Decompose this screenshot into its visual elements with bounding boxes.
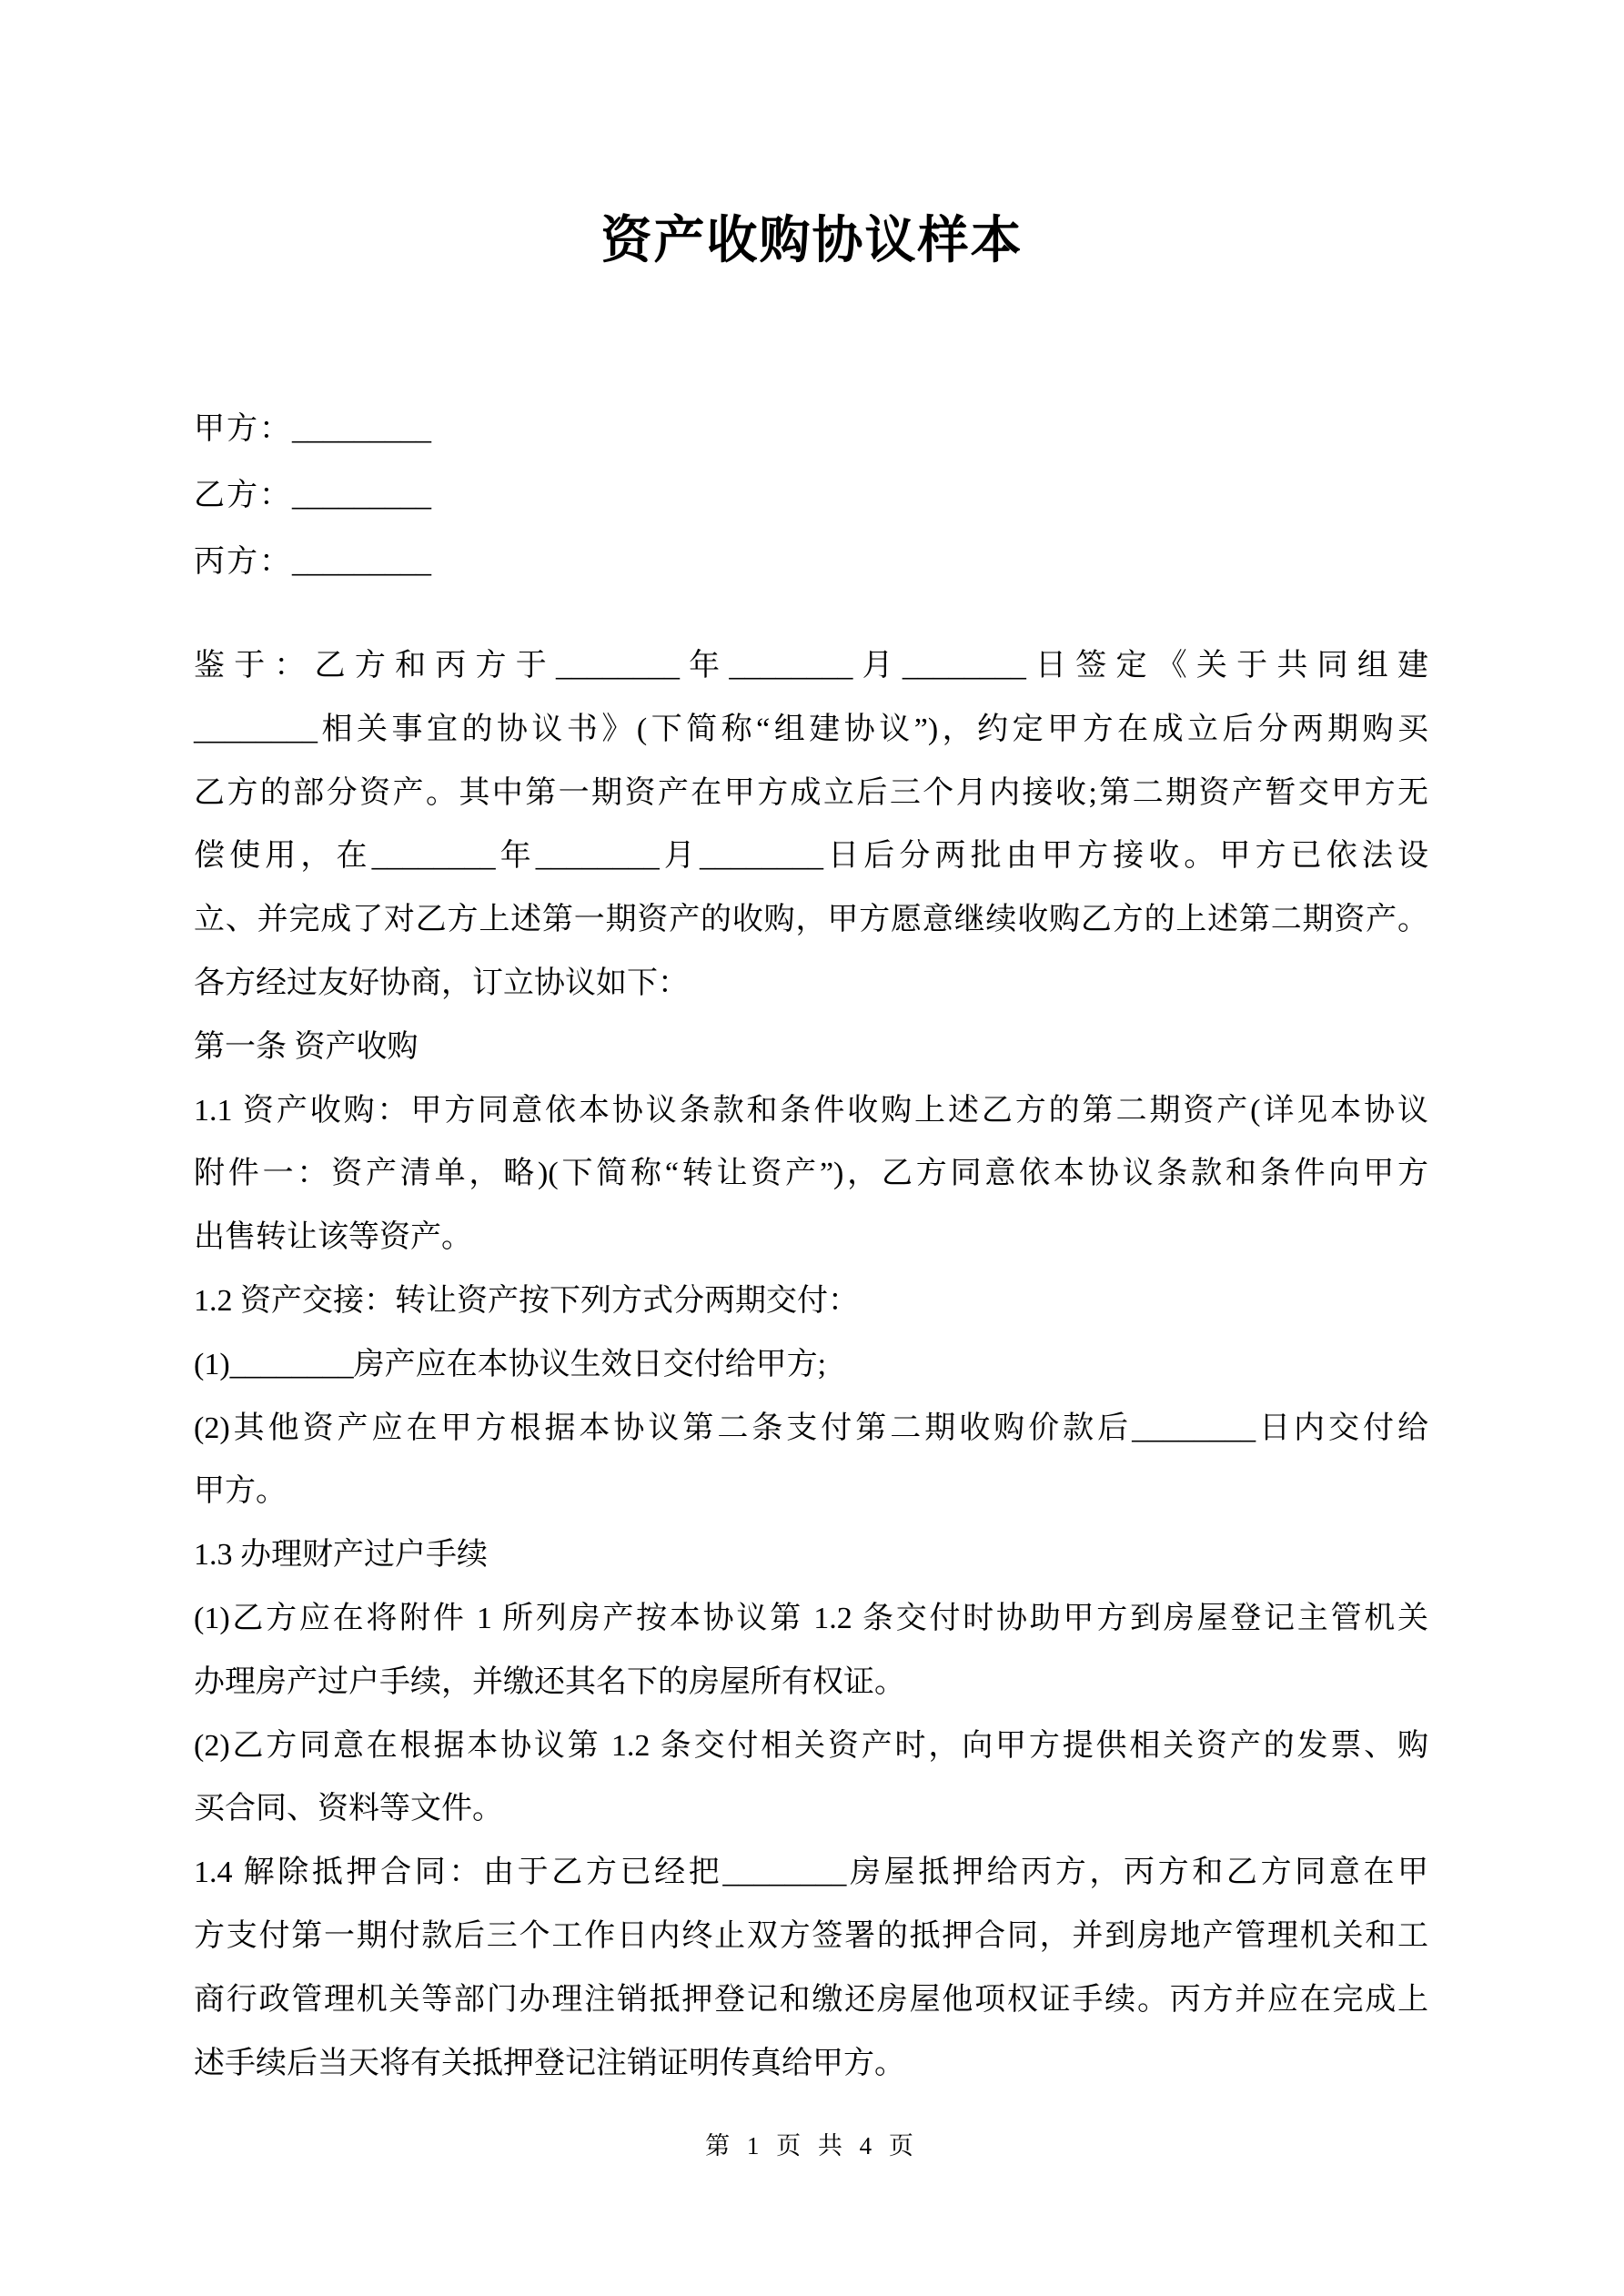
- body-line: 甲方。: [194, 1474, 287, 1509]
- body-line: (1)________房产应在本协议生效日交付给甲方;: [194, 1347, 827, 1381]
- party-blank-line: _________: [292, 412, 431, 446]
- body-line: 偿使用，在________年________月________日后分两批由甲方接收。甲方已依法设: [194, 839, 1428, 874]
- page-number: 第 1 页 共 4 页: [705, 2132, 919, 2159]
- party-label: 甲方：: [194, 412, 292, 446]
- party-row: [194, 396, 1428, 462]
- body-line: 1.3 办理财产过户手续: [194, 1538, 488, 1573]
- party-row: [194, 529, 1428, 595]
- body-line: 1.1 资产收购：甲方同意依本协议条款和条件收购上述乙方的第二期资产(详见本协议: [194, 1093, 1428, 1128]
- body-line: 出售转让该等资产。: [194, 1220, 472, 1255]
- body-line: 买合同、资料等文件。: [194, 1792, 503, 1826]
- body-line: 附件一：资产清单，略)(下简称“转让资产”)，乙方同意依本协议条款和条件向甲方: [194, 1157, 1428, 1191]
- page-footer: [0, 2128, 1624, 2164]
- body-line: (2)其他资产应在甲方根据本协议第二条支付第二期收购价款后________日内交付给: [194, 1411, 1428, 1445]
- body-line: 立、并完成了对乙方上述第一期资产的收购，甲方愿意继续收购乙方的上述第二期资产。: [194, 903, 1428, 937]
- contract-body: [194, 634, 1428, 2095]
- body-line: ________相关事宜的协议书》(下简称“组建协议”)，约定甲方在成立后分两期购买: [194, 712, 1428, 746]
- party-row: [194, 462, 1428, 529]
- body-line: 办理房产过户手续，并缴还其名下的房屋所有权证。: [194, 1664, 905, 1699]
- party-blank-line: _________: [292, 479, 431, 512]
- body-line: (1)乙方应在将附件 1 所列房产按本协议第 1.2 条交付时协助甲方到房屋登记主管机关: [194, 1601, 1428, 1635]
- body-line: 方支付第一期付款后三个工作日内终止双方签署的抵押合同，并到房地产管理机关和工: [194, 1918, 1428, 1953]
- body-line: 乙方的部分资产。其中第一期资产在甲方成立后三个月内接收;第二期资产暂交甲方无: [194, 775, 1428, 810]
- body-line: (2)乙方同意在根据本协议第 1.2 条交付相关资产时，向甲方提供相关资产的发票、购: [194, 1728, 1428, 1763]
- body-line: 1.2 资产交接：转让资产按下列方式分两期交付：: [194, 1283, 859, 1318]
- party-label: 丙方：: [194, 545, 292, 579]
- body-line: 商行政管理机关等部门办理注销抵押登记和缴还房屋他项权证手续。丙方并应在完成上: [194, 1982, 1428, 2017]
- body-line: 鉴于：乙方和丙方于________年________月________日签定《关于共同组建: [194, 649, 1428, 683]
- body-line: 1.4 解除抵押合同：由于乙方已经把________房屋抵押给丙方，丙方和乙方同意在甲: [194, 1856, 1428, 1890]
- body-line: 各方经过友好协商，订立协议如下：: [194, 966, 689, 1000]
- parties-section: [194, 396, 1428, 595]
- body-line: 第一条 资产收购: [194, 1029, 419, 1064]
- party-blank-line: _________: [292, 545, 431, 579]
- body-line: 述手续后当天将有关抵押登记注销证明传真给甲方。: [194, 2046, 905, 2080]
- document-title: 资产收购协议样本: [600, 213, 1024, 269]
- party-label: 乙方：: [194, 479, 292, 512]
